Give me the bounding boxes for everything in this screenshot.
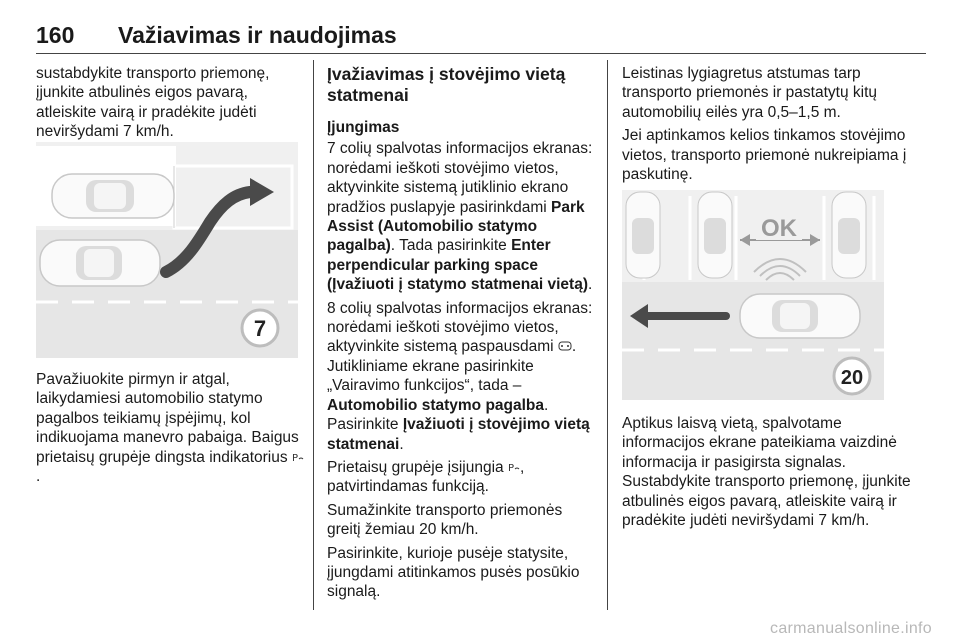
park-assist-indicator-icon bbox=[292, 451, 304, 463]
parking-space-detection-illustration bbox=[622, 190, 884, 400]
column-1-lower bbox=[36, 370, 304, 490]
parked-car-icon bbox=[698, 192, 732, 278]
figure-number: 7 bbox=[253, 316, 267, 341]
parked-car-icon bbox=[832, 192, 866, 278]
column-3 bbox=[622, 64, 918, 188]
park-assist-indicator-icon bbox=[508, 461, 520, 473]
col1-paragraph-2: Pavažiuokite pirmyn ir atgal, laikydamiesi automobilio statymo pagalbos teikiamų įspėjimų, kol indikuojama manevro pabaiga. Baigus prietaisų grupėje dingsta indikatorius P . bbox=[36, 370, 304, 486]
col2-paragraph-1: 7 colių spalvotas informacijos ekranas: norėdami ieškoti stovėjimo vietos, aktyvinkite sistemą jutiklinio ekrano pradžios puslapyje pasirinkdami Park Assist (Automobilio statymo pagalba). Tada pasirinkite Enter perpendicular parking space (Įvažiuoti į statymo statmenai vietą). bbox=[327, 140, 593, 294]
figure-20 bbox=[622, 190, 884, 400]
col1-paragraph-1: sustabdykite transporto priemonę, įjunkite atbulinės eigos pavarą, atleiskite vairą ir pradėkite judėti neviršydami 7 km/h. bbox=[36, 65, 270, 141]
svg-text:P: P bbox=[507, 462, 514, 473]
ok-label: OK bbox=[761, 215, 797, 242]
figure-number: 20 bbox=[840, 367, 864, 389]
page-title: Važiavimas ir naudojimas bbox=[118, 22, 397, 48]
park-assist-button-icon bbox=[558, 340, 572, 352]
section-title: Įvažiavimas į stovėjimo vietą statmenai bbox=[327, 64, 566, 105]
column-2 bbox=[327, 64, 599, 606]
col3-paragraph-3: Aptikus laisvą vietą, spalvotame informacijos ekrane pateikiama vaizdinė informacija ir pasigirsta signalas. Sustabdykite transporto priemonę, įjunkite atbulinės eigos pavarą, atleiskite vairą ir pradėkite judėti neviršydami 7 km/h. bbox=[622, 415, 911, 530]
section-subtitle: Įjungimas bbox=[327, 119, 400, 136]
column-divider-1 bbox=[313, 60, 314, 610]
col3-paragraph-1: Leistinas lygiagretus atstumas tarp transporto priemonės ir pastatytų kitų automobilių eilės yra 0,5–1,5 m. bbox=[622, 65, 878, 121]
svg-text:P: P bbox=[291, 452, 298, 463]
figure-7 bbox=[36, 142, 298, 358]
col2-paragraph-5: Pasirinkite, kurioje pusėje statysite, įjungdami atitinkamos pusės posūkio signalą. bbox=[327, 544, 580, 601]
page-header bbox=[36, 22, 926, 52]
parked-car-icon bbox=[52, 174, 174, 218]
col2-paragraph-4: Sumažinkite transporto priemonės greitį žemiau 20 km/h. bbox=[327, 501, 563, 539]
parked-car-icon bbox=[626, 192, 660, 278]
col2-paragraph-2: 8 colių spalvotas informacijos ekranas: norėdami ieškoti stovėjimo vietos, aktyvinkite sistemą paspausdami . Jutikliniame ekrane pasirinkite „Vairavimo funkcijos“, tada – Automobilio statymo pagalba. Pasirinkite Įvažiuoti į stovėjimo vietą statmenai. bbox=[327, 299, 593, 453]
col2-paragraph-3: Prietaisų grupėje įsijungia P , patvirtindamas funkciją. bbox=[327, 458, 525, 496]
column-3-lower bbox=[622, 414, 918, 534]
column-1 bbox=[36, 64, 304, 146]
col3-paragraph-2: Jei aptinkamos kelios tinkamos stovėjimo vietos, transporto priemonė nukreipiama į paskutinę. bbox=[622, 127, 907, 184]
column-divider-2 bbox=[607, 60, 608, 610]
perpendicular-parking-illustration bbox=[36, 142, 298, 358]
page-number: 160 bbox=[36, 22, 75, 48]
header-divider bbox=[36, 53, 926, 54]
maneuvering-car-icon bbox=[40, 240, 160, 286]
watermark: carmanualsonline.info bbox=[770, 620, 932, 637]
scanning-car-icon bbox=[740, 294, 860, 338]
